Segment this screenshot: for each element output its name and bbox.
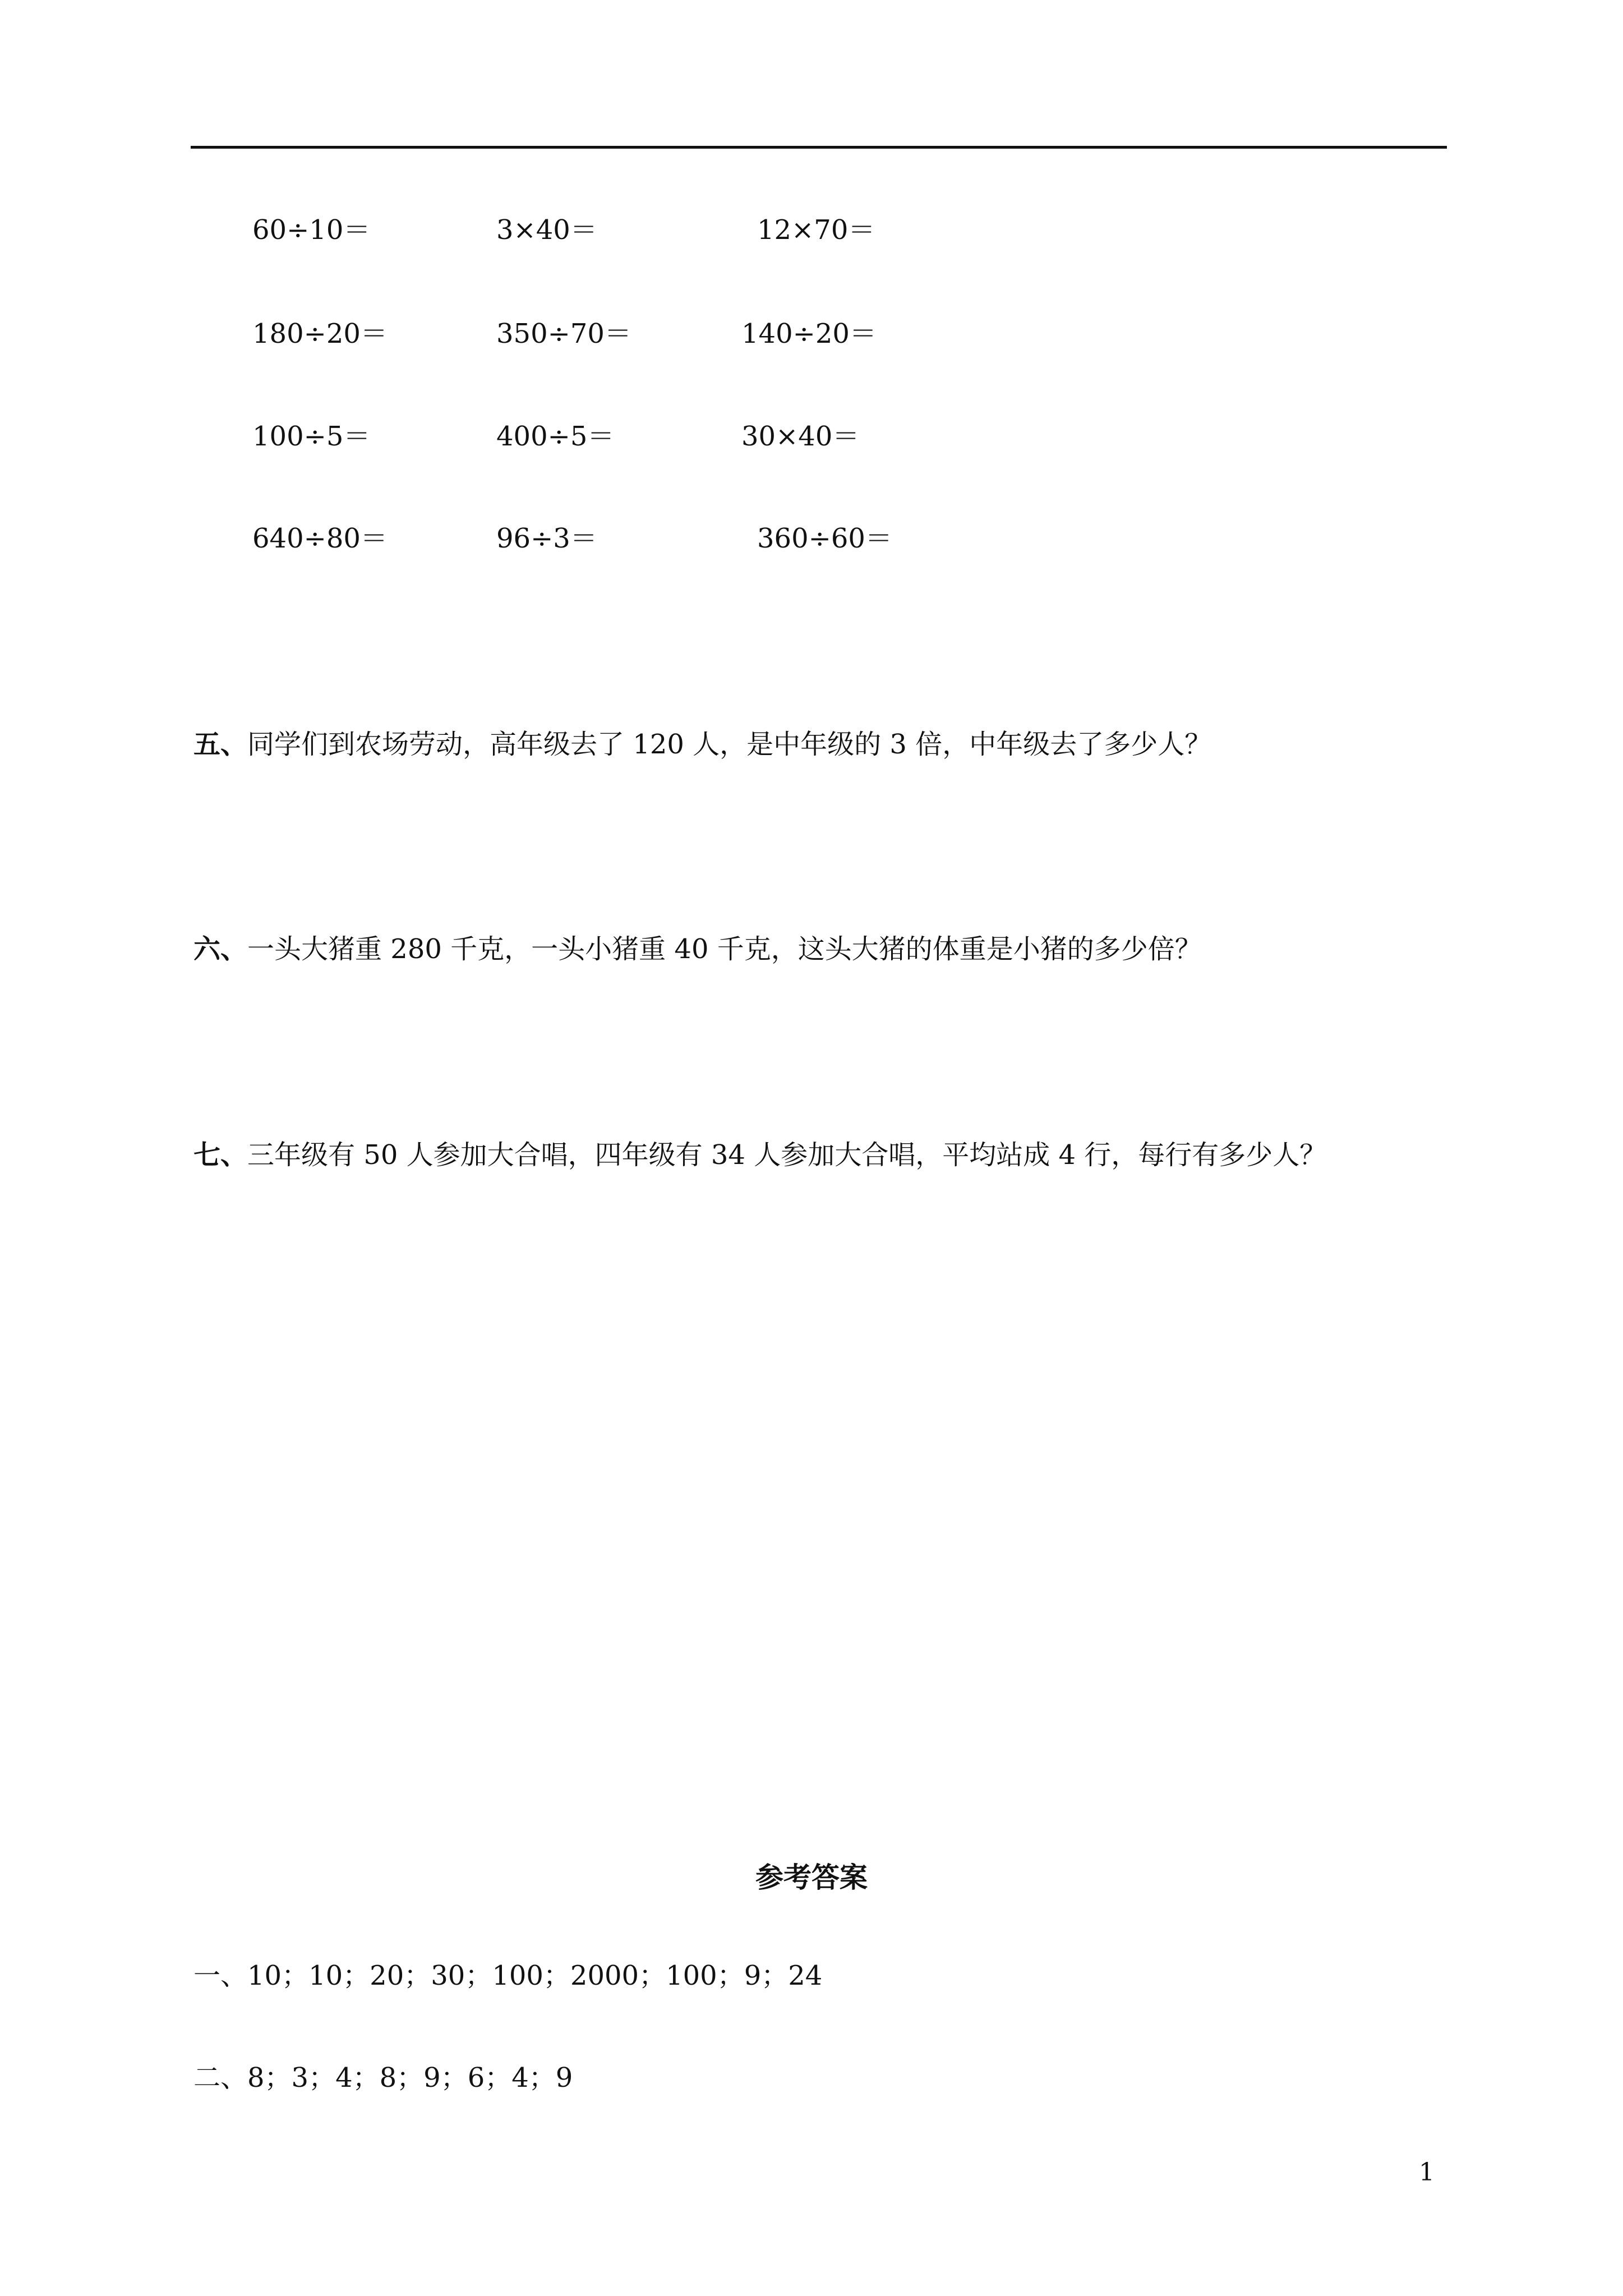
answer-line: 二、8；3；4；8；9；6；4；9 bbox=[193, 2062, 573, 2093]
calc-item: 400÷5＝ bbox=[496, 421, 615, 452]
calc-item: 30×40＝ bbox=[741, 421, 860, 452]
question-text: 一头大猪重 280 千克，一头小猪重 40 千克，这头大猪的体重是小猪的多少倍？ bbox=[247, 933, 1202, 965]
question-six bbox=[193, 931, 1202, 967]
calc-item: 640÷80＝ bbox=[252, 523, 388, 554]
question-five bbox=[193, 726, 1211, 762]
answer-line: 一、10；10；20；30；100；2000；100；9；24 bbox=[193, 1960, 823, 1991]
question-text: 同学们到农场劳动，高年级去了 120 人，是中年级的 3 倍，中年级去了多少人？ bbox=[247, 729, 1212, 760]
header-rule bbox=[191, 146, 1447, 149]
calc-item: 60÷10＝ bbox=[252, 214, 371, 246]
question-number: 七、 bbox=[193, 1139, 248, 1171]
page-number: 1 bbox=[1419, 2158, 1435, 2187]
calc-item: 180÷20＝ bbox=[252, 318, 388, 349]
question-seven bbox=[193, 1137, 1326, 1173]
question-text: 三年级有 50 人参加大合唱，四年级有 34 人参加大合唱，平均站成 4 行，每行有多少人？ bbox=[247, 1139, 1327, 1171]
calc-item: 96÷3＝ bbox=[496, 523, 597, 554]
calc-item: 350÷70＝ bbox=[496, 318, 631, 349]
calc-item: 100÷5＝ bbox=[252, 421, 371, 452]
answers-title: 参考答案 bbox=[755, 1861, 868, 1894]
calc-item: 12×70＝ bbox=[757, 214, 875, 246]
question-number: 五、 bbox=[193, 729, 248, 760]
calc-item: 360÷60＝ bbox=[757, 523, 892, 554]
calc-item: 3×40＝ bbox=[496, 214, 597, 246]
question-number: 六、 bbox=[193, 933, 248, 965]
calc-item: 140÷20＝ bbox=[741, 318, 877, 349]
